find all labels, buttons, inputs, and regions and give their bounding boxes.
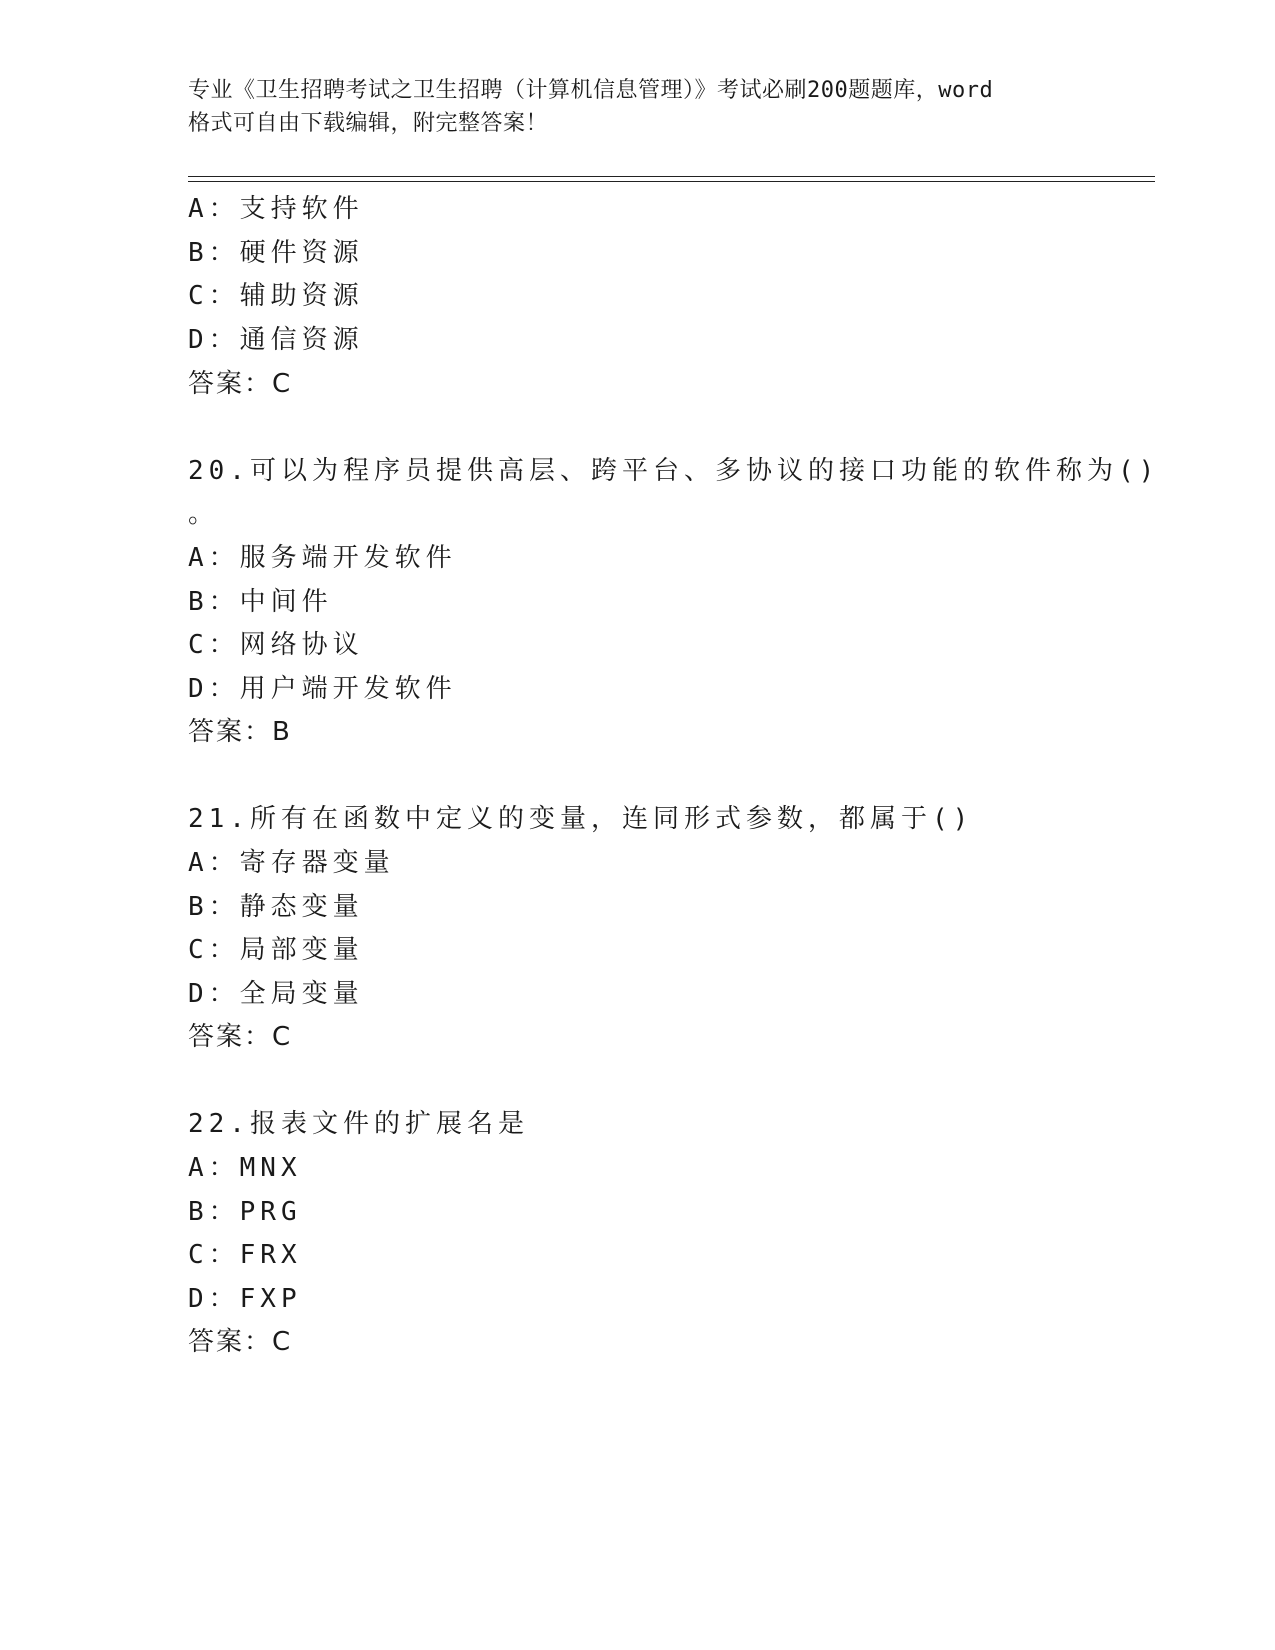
q20-stem: 20.可以为程序员提供高层、跨平台、多协议的接口功能的软件称为() [188, 456, 1160, 486]
q19-option-d: D：通信资源 [188, 325, 364, 355]
q19-option-c: C：辅助资源 [188, 281, 364, 311]
q21-answer: 答案：C [188, 1022, 293, 1052]
q21-option-c: C：局部变量 [188, 935, 364, 965]
q19-option-a: A：支持软件 [188, 194, 364, 224]
q20-option-d: D：用户端开发软件 [188, 674, 457, 704]
header-rule-top [188, 176, 1155, 177]
q22-option-d: D：FXP [188, 1284, 302, 1314]
q20-stem-continued: 。 [188, 499, 220, 529]
header-line-2: 格式可自由下载编辑，附完整答案！ [188, 111, 549, 136]
q22-option-c: C：FRX [188, 1240, 302, 1270]
header-line-1: 专业《卫生招聘考试之卫生招聘（计算机信息管理）》考试必刷200题题库，word [188, 78, 994, 103]
q21-option-a: A：寄存器变量 [188, 848, 395, 878]
q21-option-b: B：静态变量 [188, 892, 364, 922]
q21-option-d: D：全局变量 [188, 979, 364, 1009]
q20-option-a: A：服务端开发软件 [188, 543, 457, 573]
q22-option-a: A：MNX [188, 1153, 302, 1183]
q20-option-b: B：中间件 [188, 587, 333, 617]
q22-answer: 答案：C [188, 1327, 293, 1357]
document-header [188, 74, 1088, 140]
q20-answer: 答案：B [188, 717, 292, 747]
q20-option-c: C：网络协议 [188, 630, 364, 660]
q19-option-b: B：硬件资源 [188, 238, 364, 268]
q22-stem: 22.报表文件的扩展名是 [188, 1109, 529, 1139]
q22-option-b: B：PRG [188, 1197, 302, 1227]
q19-answer: 答案：C [188, 369, 293, 399]
header-rule-bottom [188, 181, 1155, 182]
q21-stem: 21.所有在函数中定义的变量，连同形式参数，都属于() [188, 804, 974, 834]
